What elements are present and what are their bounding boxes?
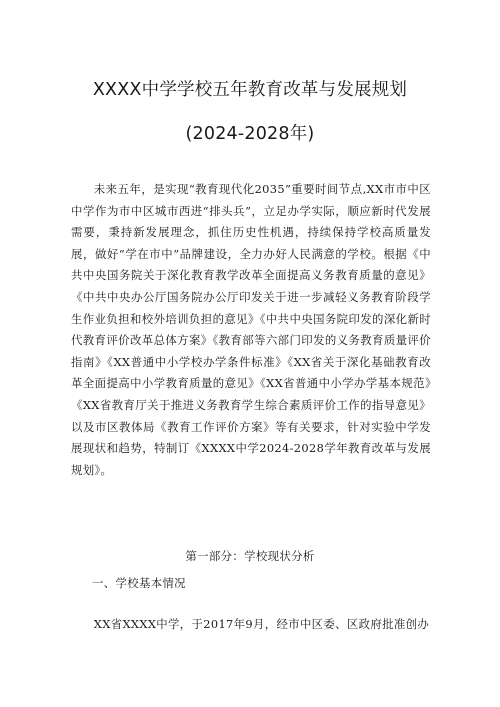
document-subtitle: (2024-2028年) — [185, 124, 315, 144]
school-info-paragraph: XX省XXXX中学，于2017年9月，经市中区委、区政府批准创办 — [93, 617, 430, 631]
document-title: XXXX中学学校五年教育改革与发展规划 — [92, 80, 408, 100]
intro-paragraph: 未来五年，是实现“教育现代化2035”重要时间节点,XX市市中区中学作为市中区城市西进“排头兵”，立足办学实际，顺应新时代发展需要，秉持新发展理念，抓住历史性机遇，持续保持学校高质量发展，做好“学在市中”品牌建设，全力办好人民满意的学校。根据《中共中央国务院关于深化教育教学改革全面提高义务教育质量的意见》《中共中央办公厅国务院办公厅印发关于进一步减轻义务教育阶段学生作业负担和校外培训负担的意见》《中共中央国务院印发的深化新时代教育评价改革总体方案》《教育部等六部门印发的义务教育质量评价指南》《XX普通中小学校办学条件标准》《XX省关于深化基础教育改革全面提高中小学教育质量的意见》《XX省普通中小学办学基本规范》《XX省教育厅关于推进义务教育学生综合素质评价工作的指导意见》以及市区教体局《教育工作评价方案》等有关要求，针对实验中学发展现状和趋势，特制订《XXXX中学2024-2028学年教育改革与发展规划》。 — [71, 182, 431, 477]
sub-heading: 一、学校基本情况 — [92, 576, 186, 590]
section-heading: 第一部分：学校现状分析 — [185, 549, 315, 563]
